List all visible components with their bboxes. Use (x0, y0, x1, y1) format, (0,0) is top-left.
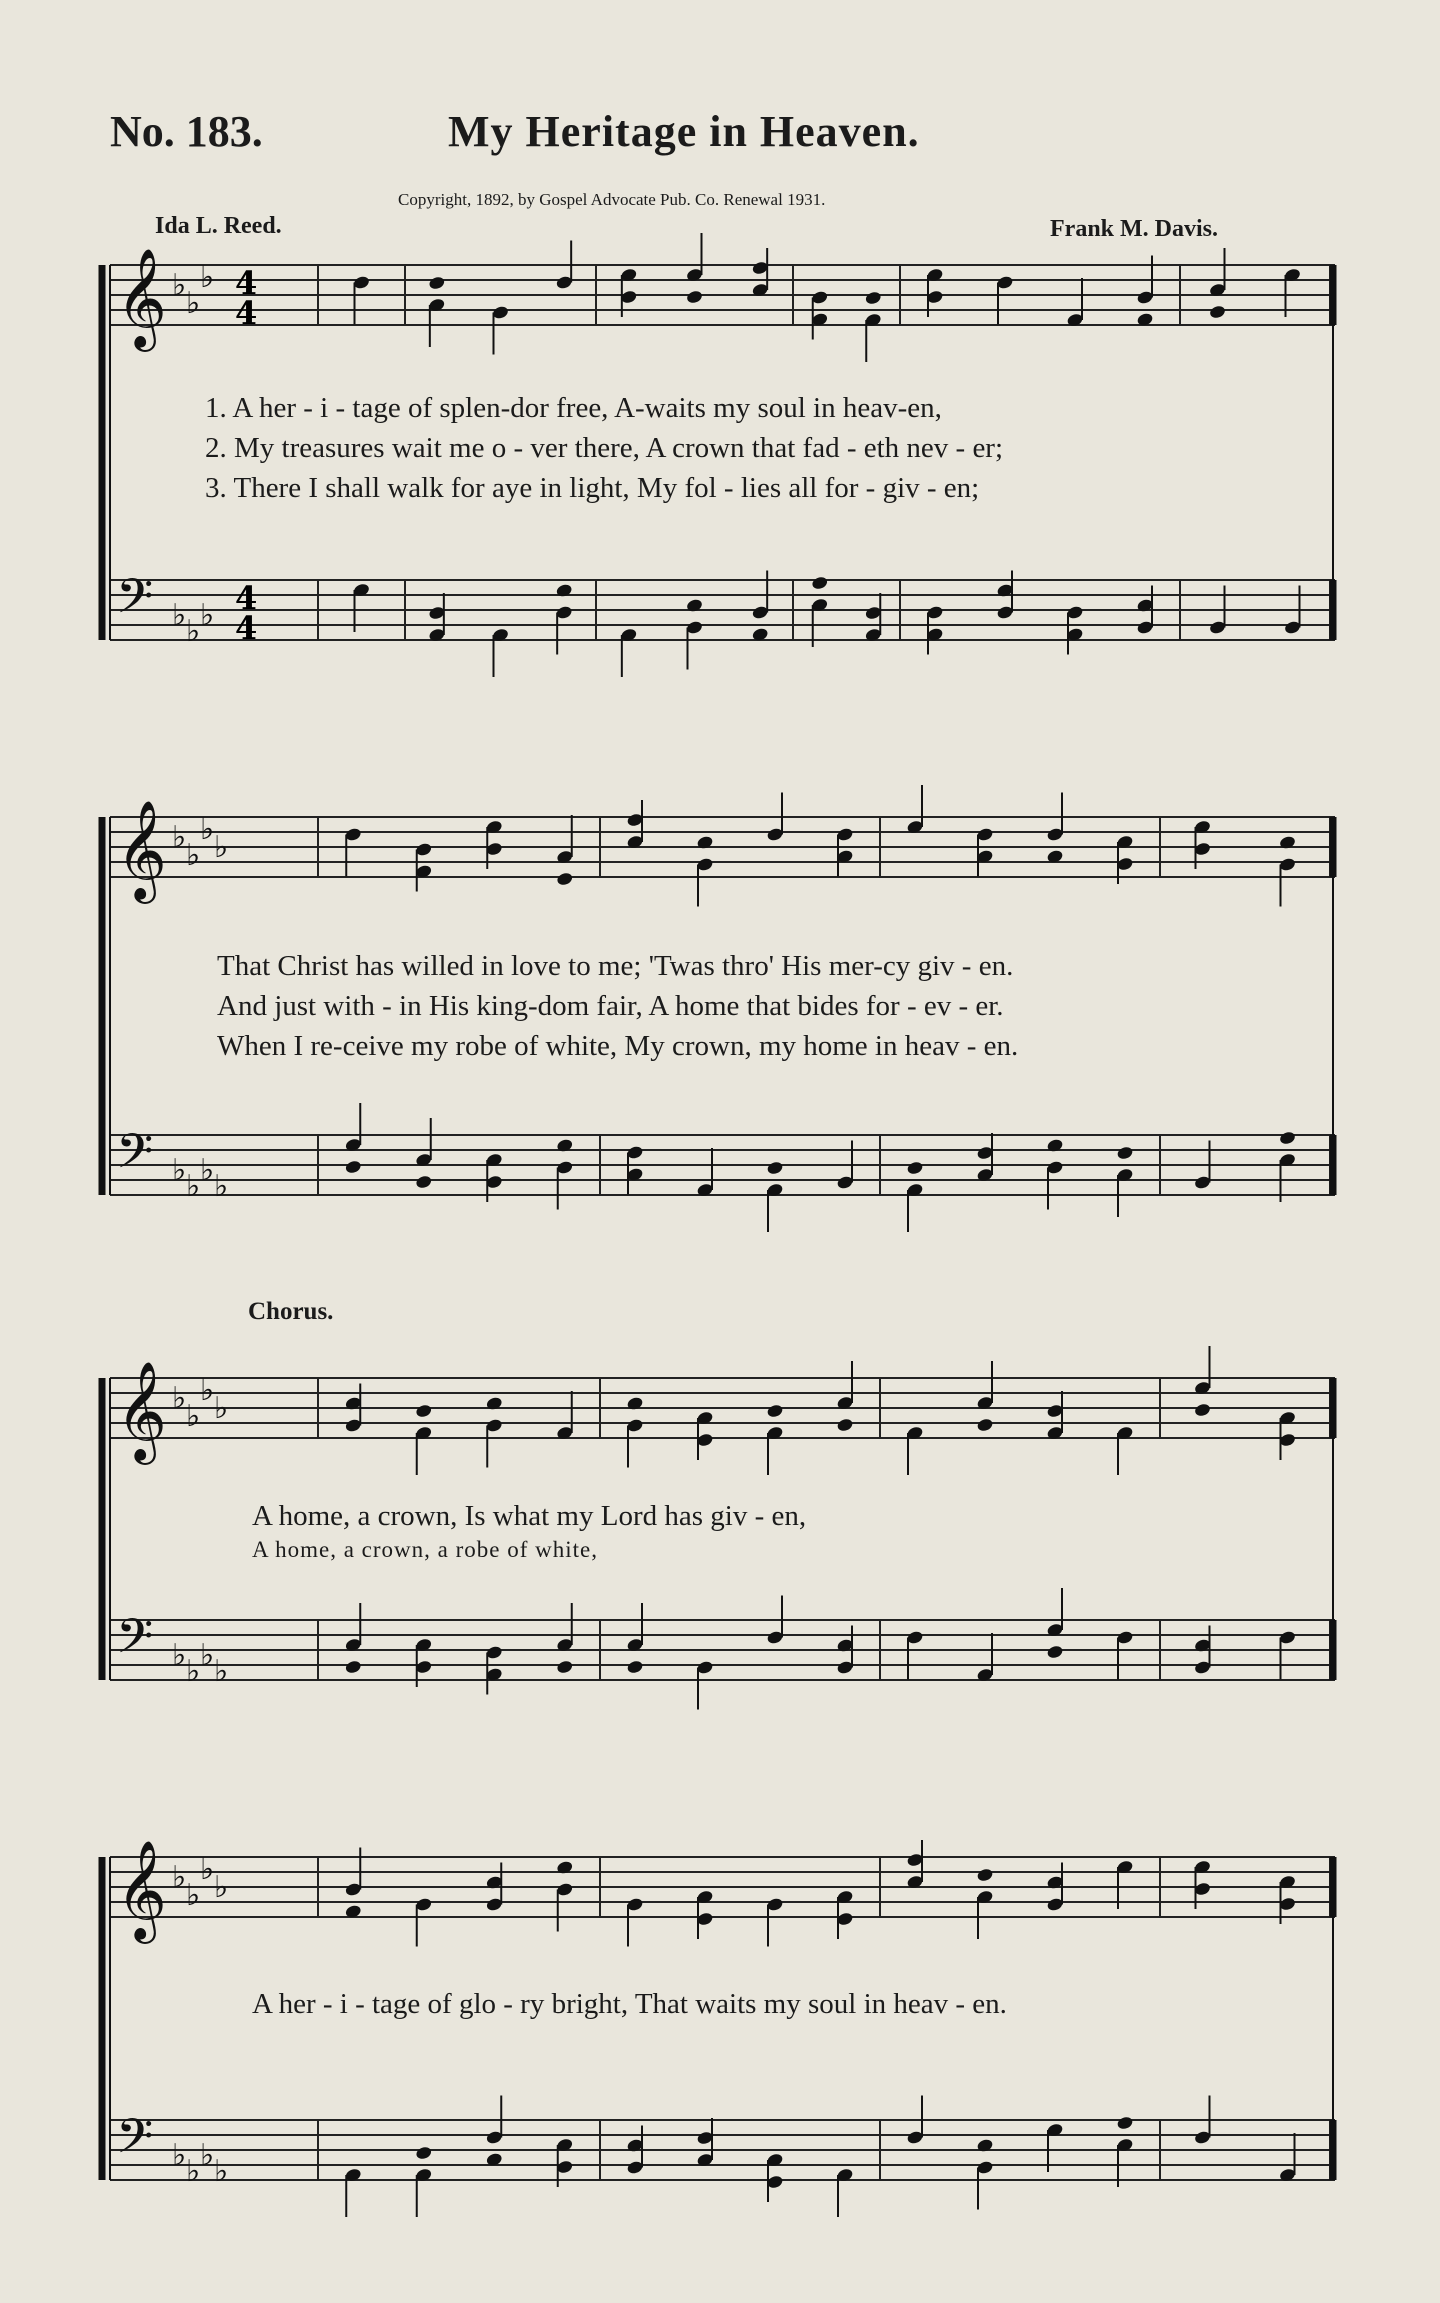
chorus-line-1: A home, a crown, Is what my Lord has giv - en, (252, 1500, 807, 1532)
treble-clef-icon: 𝄞 (116, 1840, 167, 1940)
flat-icon: ♭ (200, 1153, 215, 1188)
verse-1-line-1: 1. A her - i - tage of splen-dor free, A-waits my soul in heav-en, (205, 392, 942, 424)
treble-clef-icon: 𝄞 (116, 800, 167, 900)
hymn-title: My Heritage in Heaven. (448, 107, 920, 156)
verse-2-line-1: 2. My treasures wait me o - ver there, A crown that fad - eth nev - er; (205, 432, 1004, 464)
flat-icon: ♭ (214, 2154, 229, 2189)
chorus-line-1-alto: A home, a crown, a robe of white, (252, 1537, 598, 1562)
flat-icon: ♭ (172, 2138, 187, 2173)
flat-icon: ♭ (186, 1399, 201, 1434)
flat-icon: ♭ (172, 1381, 187, 1416)
flat-icon: ♭ (186, 838, 201, 873)
flat-icon: ♭ (172, 598, 187, 633)
lyricist-credit: Ida L. Reed. (155, 213, 282, 239)
flat-icon: ♭ (214, 1870, 229, 1905)
time-signature-icon: 4 (235, 264, 258, 302)
flat-icon: ♭ (186, 1878, 201, 1913)
verse-1-line-2: That Christ has willed in love to me; 'Twas thro' His mer-cy giv - en. (217, 950, 1014, 982)
verse-3-line-2: When I re-ceive my robe of white, My crown, my home in heav - en. (217, 1030, 1019, 1062)
flat-icon: ♭ (200, 598, 215, 633)
verse-3-line-1: 3. There I shall walk for aye in light, My fol - lies all for - giv - en; (205, 472, 980, 504)
flat-icon: ♭ (200, 1373, 215, 1408)
flat-icon: ♭ (172, 1153, 187, 1188)
bass-clef-icon: 𝄢 (116, 2108, 154, 2176)
note-head-icon (976, 1867, 994, 1882)
flat-icon: ♭ (214, 1654, 229, 1689)
flat-icon: ♭ (186, 2154, 201, 2189)
flat-icon: ♭ (186, 1169, 201, 1204)
bass-staff (110, 2096, 1335, 2218)
flat-icon: ♭ (200, 2138, 215, 2173)
flat-icon: ♭ (186, 286, 201, 321)
note-head-icon (1116, 2115, 1134, 2130)
verse-2-line-2: And just with - in His king-dom fair, A home that bides for - ev - er. (217, 990, 1004, 1022)
flat-icon: ♭ (172, 1860, 187, 1895)
treble-clef-icon: 𝄞 (116, 248, 167, 348)
flat-icon: ♭ (186, 614, 201, 649)
note-head-icon (415, 2145, 433, 2160)
chorus-line-2: A her - i - tage of glo - ry bright, That waits my soul in heav - en. (252, 1988, 1007, 2020)
composer-credit: Frank M. Davis. (1050, 216, 1218, 242)
flat-icon: ♭ (200, 812, 215, 847)
flat-icon: ♭ (214, 830, 229, 865)
bass-clef-icon: 𝄢 (116, 568, 154, 636)
bass-clef-icon: 𝄢 (116, 1608, 154, 1676)
time-signature-icon: 4 (235, 609, 258, 647)
flat-icon: ♭ (172, 820, 187, 855)
flat-icon: ♭ (214, 1169, 229, 1204)
treble-staff (110, 1840, 1335, 1947)
copyright-notice: Copyright, 1892, by Gospel Advocate Pub. Co. Renewal 1931. (398, 190, 826, 209)
flat-icon: ♭ (172, 268, 187, 303)
flat-icon: ♭ (186, 1654, 201, 1689)
flat-icon: ♭ (214, 1391, 229, 1426)
flat-icon: ♭ (200, 1852, 215, 1887)
hymn-number: No. 183. (110, 107, 263, 156)
treble-clef-icon: 𝄞 (116, 1361, 167, 1461)
flat-icon: ♭ (172, 1638, 187, 1673)
flat-icon: ♭ (200, 260, 215, 295)
time-signature-icon: 4 (235, 579, 258, 617)
chorus-label: Chorus. (248, 1298, 334, 1325)
bass-clef-icon: 𝄢 (116, 1123, 154, 1191)
flat-icon: ♭ (200, 1638, 215, 1673)
time-signature-icon: 4 (235, 294, 258, 332)
